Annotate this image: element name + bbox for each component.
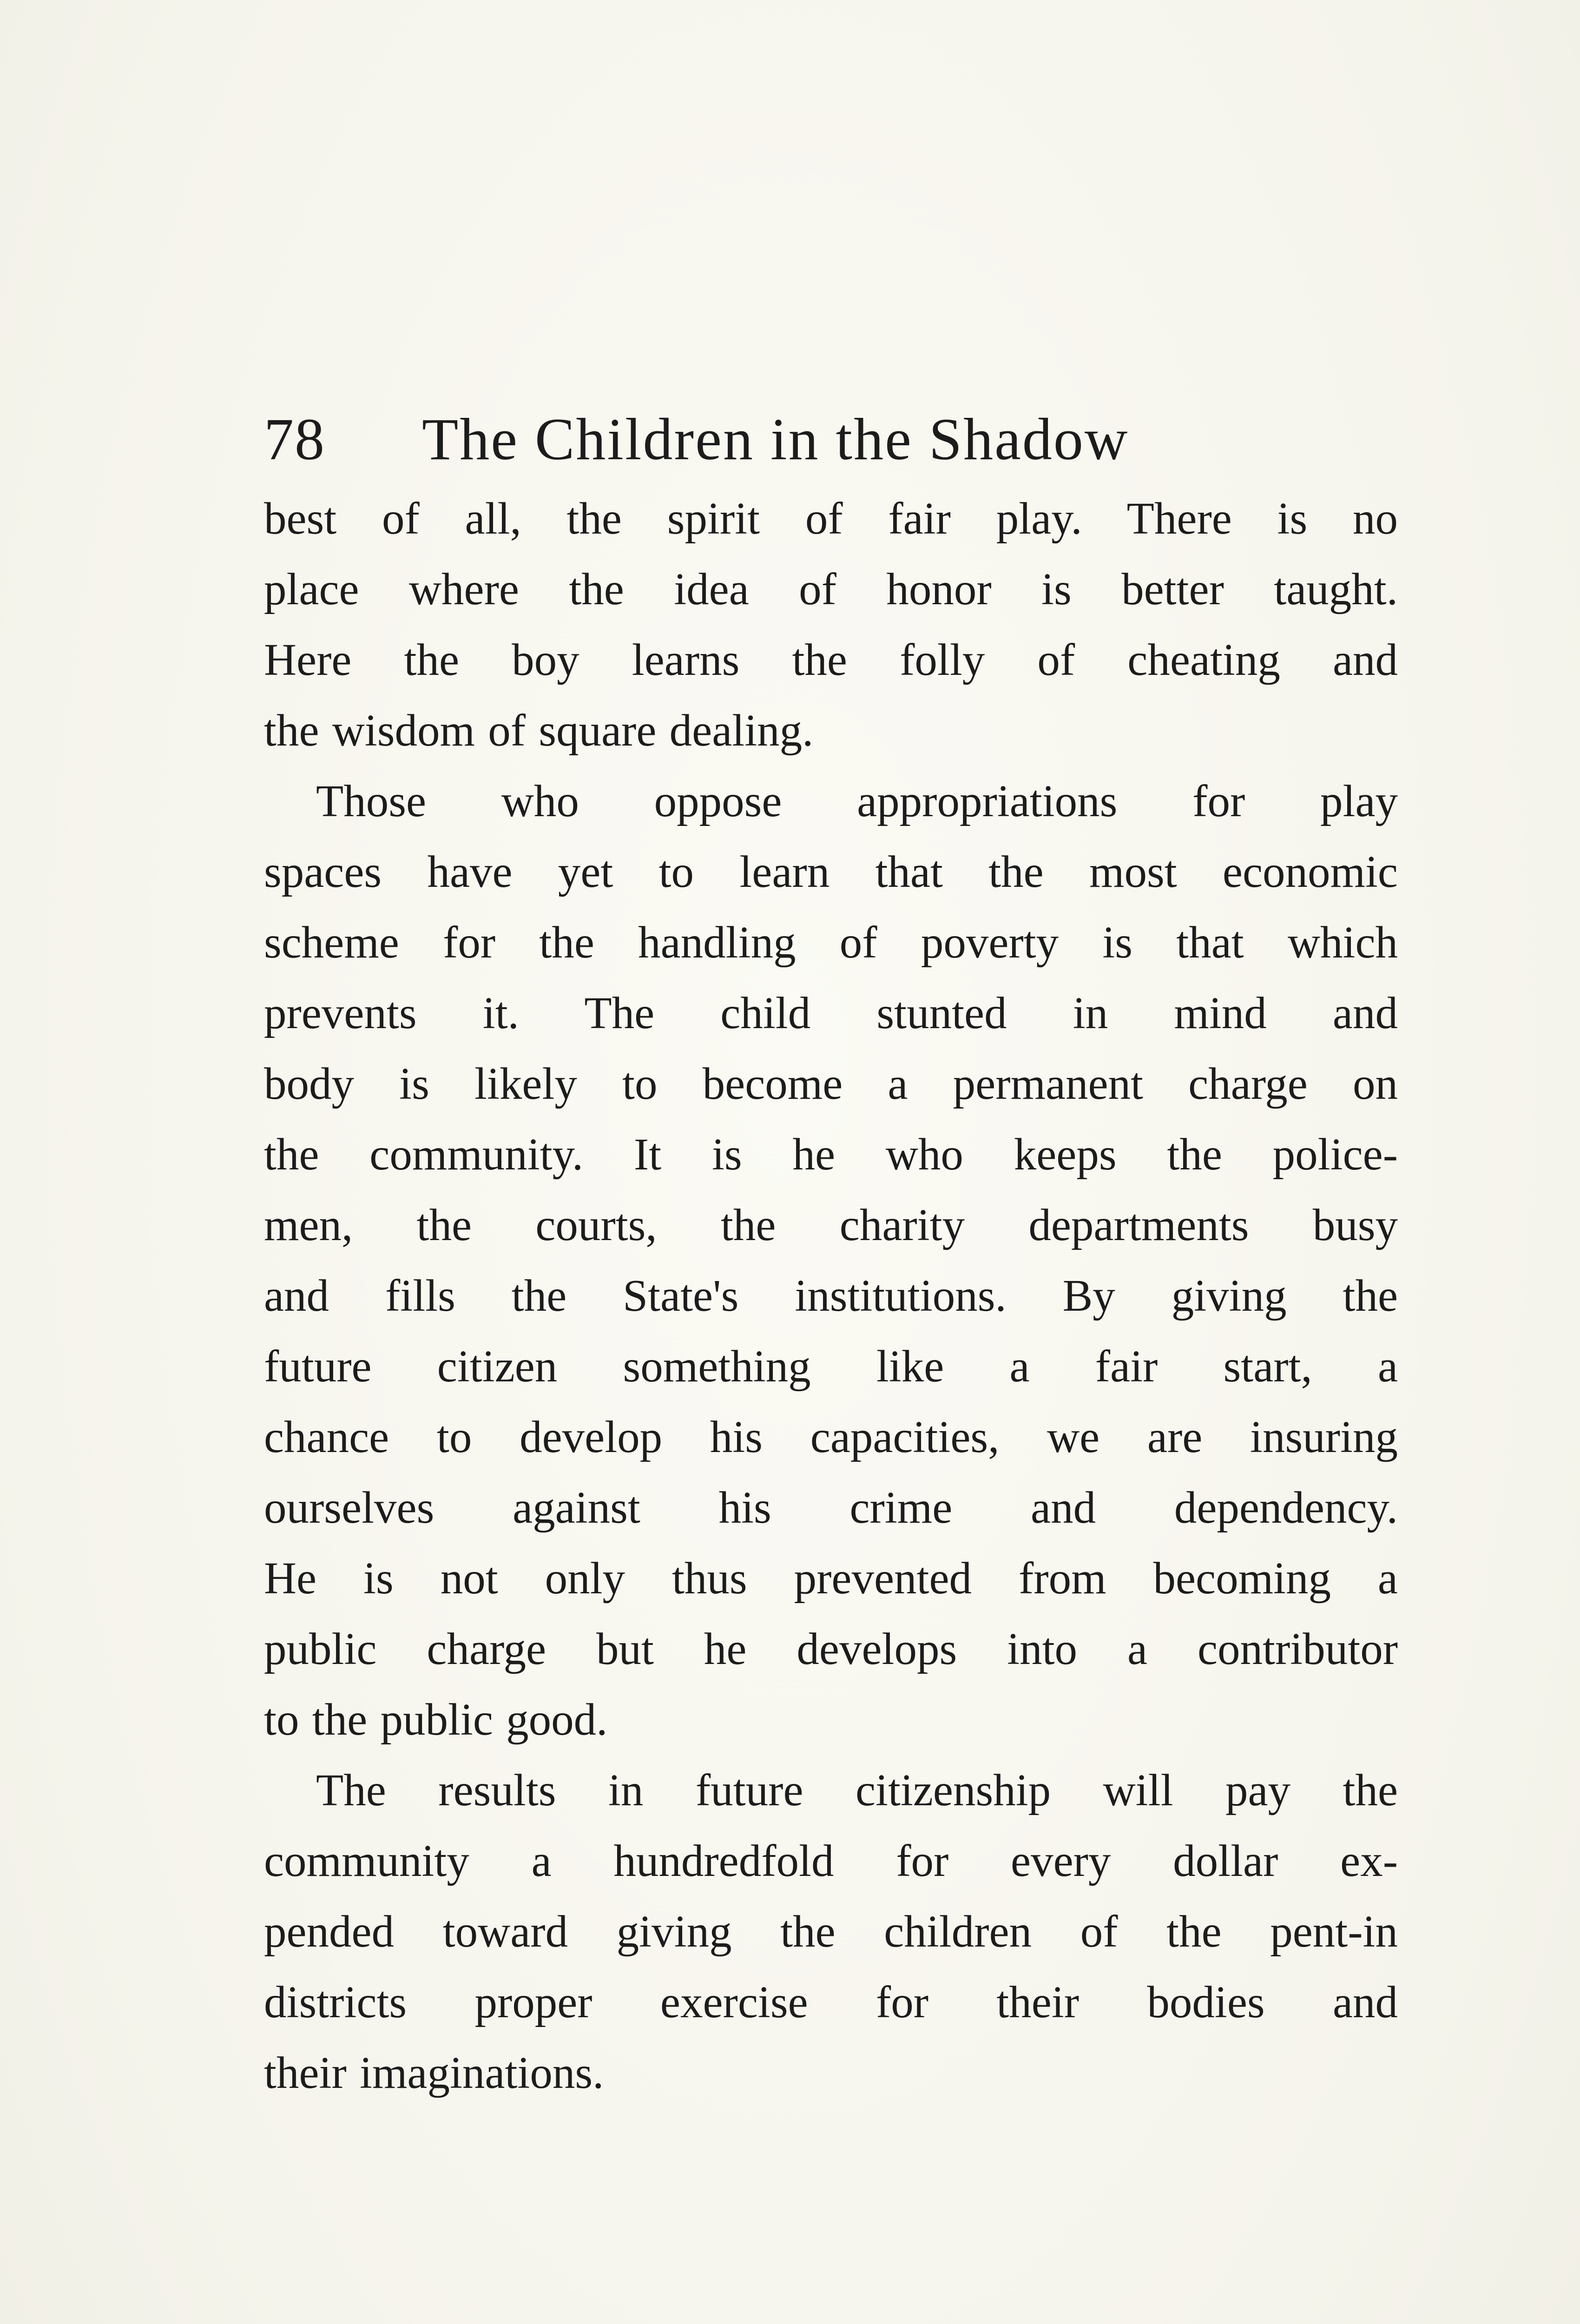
text-line: best of all, the spirit of fair play. There is no: [264, 494, 1398, 543]
text-line: spaces have yet to learn that the most economic: [264, 847, 1398, 897]
paragraph-3: [264, 1755, 1398, 2108]
text-line: He is not only thus prevented from becoming a: [264, 1553, 1398, 1603]
text-line: chance to develop his capacities, we are insuring: [264, 1412, 1398, 1462]
text-line: their imaginations.: [264, 2048, 604, 2098]
text-line: prevents it. The child stunted in mind and: [264, 988, 1398, 1038]
text-line: Here the boy learns the folly of cheating and: [264, 635, 1398, 685]
paragraph-2: [264, 766, 1398, 1755]
text-line: districts proper exercise for their bodies and: [264, 1977, 1398, 2027]
text-line: the wisdom of square dealing.: [264, 706, 814, 755]
text-line: place where the idea of honor is better taught.: [264, 564, 1398, 614]
running-title: The Children in the Shadow: [422, 406, 1129, 472]
text-line: community a hundredfold for every dollar ex-: [264, 1836, 1398, 1886]
running-head: [264, 404, 1398, 474]
text-line: to the public good.: [264, 1695, 608, 1744]
text-line: men, the courts, the charity departments busy: [264, 1200, 1398, 1250]
text-line: Those who oppose appropriations for play: [316, 776, 1398, 826]
text-line: the community. It is he who keeps the police-: [264, 1129, 1398, 1179]
text-line: body is likely to become a permanent charge on: [264, 1059, 1398, 1109]
text-line: pended toward giving the children of the pent-in: [264, 1907, 1398, 1956]
page-number: 78: [264, 406, 325, 472]
text-line: ourselves against his crime and dependency.: [264, 1483, 1398, 1532]
book-page: [264, 404, 1398, 2108]
paragraph-1: [264, 483, 1398, 766]
text-line: scheme for the handling of poverty is that which: [264, 918, 1398, 967]
text-line: and fills the State's institutions. By giving the: [264, 1271, 1398, 1320]
text-line: The results in future citizenship will pay the: [316, 1765, 1398, 1815]
text-line: future citizen something like a fair start, a: [264, 1341, 1398, 1391]
text-line: public charge but he develops into a contributor: [264, 1624, 1398, 1674]
